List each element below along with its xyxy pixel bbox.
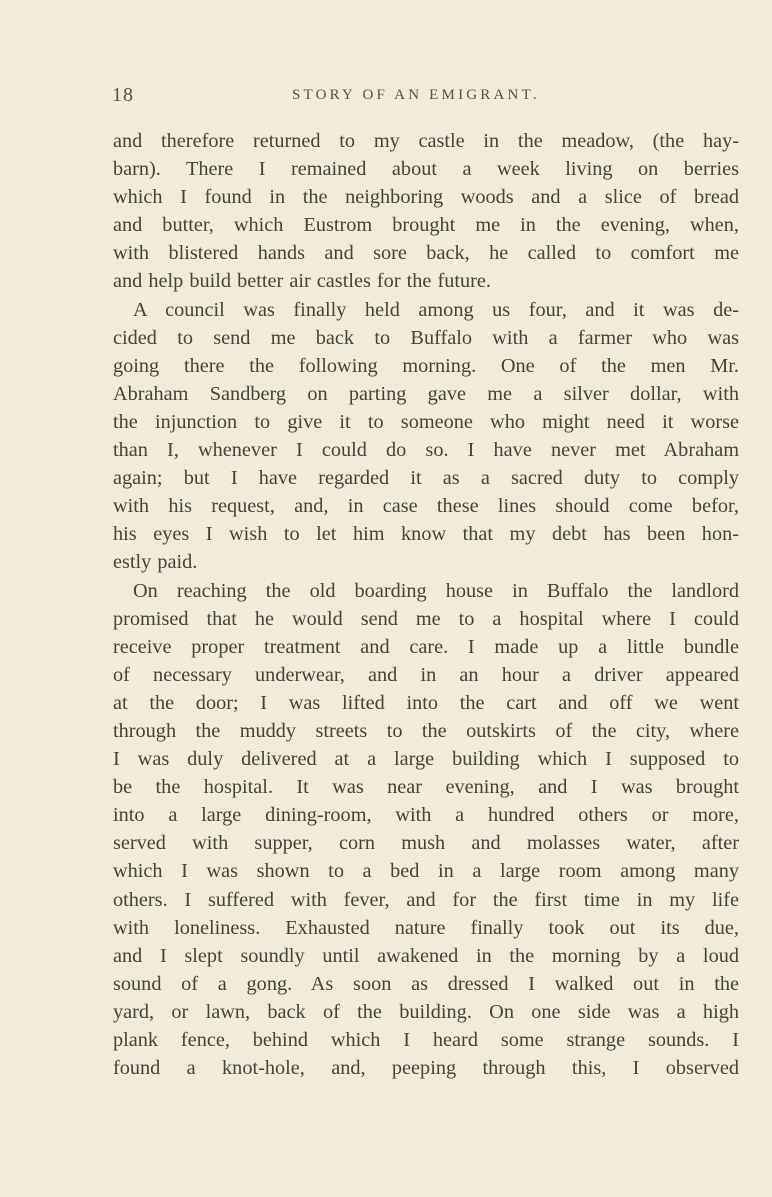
text-line: others. I suffered with fever, and for the first time in my life [113,888,739,911]
text-line: with blistered hands and sore back, he called to comfort me [113,242,739,265]
text-line: plank fence, behind which I heard some strange sounds. I [113,1029,739,1051]
text-line: I was duly delivered at a large building which I supposed to [113,748,739,771]
text-line: sound of a gong. As soon as dressed I walked out in the [113,972,739,995]
text-line: with his request, and, in case these lines should come befor, [113,495,739,518]
running-head [112,84,672,106]
text-line: cided to send me back to Buffalo with a farmer who was [113,326,739,349]
text-line: of necessary underwear, and in an hour a driver appeared [113,663,739,686]
text-line: his eyes I wish to let him know that my debt has been hon- [113,523,739,546]
text-line: through the muddy streets to the outskirts of the city, where [113,719,739,742]
text-line: and help build better air castles for the future. [113,270,491,293]
page-number: 18 [112,84,134,106]
text-line: and I slept soundly until awakened in the morning by a loud [113,944,739,967]
text-line: A council was finally held among us four, and it was de- [133,298,739,321]
text-line: On reaching the old boarding house in Buffalo the landlord [133,579,739,602]
text-line: estly paid. [113,551,198,574]
text-line: going there the following morning. One of the men Mr. [113,354,739,377]
text-line: receive proper treatment and care. I made up a little bundle [113,635,739,658]
text-line: and therefore returned to my castle in the meadow, (the hay- [113,130,739,152]
text-line: which I found in the neighboring woods and a slice of bread [113,186,739,209]
text-line: yard, or lawn, back of the building. On one side was a high [113,1000,739,1023]
text-line: into a large dining-room, with a hundred others or more, [113,804,739,827]
text-line: promised that he would send me to a hospital where I could [113,607,739,630]
text-line: found a knot-hole, and, peeping through this, I observed [113,1057,739,1080]
text-line: barn). There I remained about a week living on berries [113,158,739,181]
text-line: at the door; I was lifted into the cart and off we went [113,691,739,714]
text-line: the injunction to give it to someone who might need it worse [113,410,739,433]
text-line: and butter, which Eustrom brought me in the evening, when, [113,214,739,237]
text-line: which I was shown to a bed in a large room among many [113,860,739,883]
running-title: STORY OF AN EMIGRANT. [292,87,540,103]
text-line: again; but I have regarded it as a sacred duty to comply [113,467,739,490]
text-line: than I, whenever I could do so. I have never met Abraham [113,439,739,462]
text-line: served with supper, corn mush and molasses water, after [113,832,739,855]
text-line: Abraham Sandberg on parting gave me a silver dollar, with [113,382,739,405]
text-line: with loneliness. Exhausted nature finally took out its due, [113,916,739,939]
text-line: be the hospital. It was near evening, and I was brought [113,776,739,799]
body-text [113,127,739,1082]
